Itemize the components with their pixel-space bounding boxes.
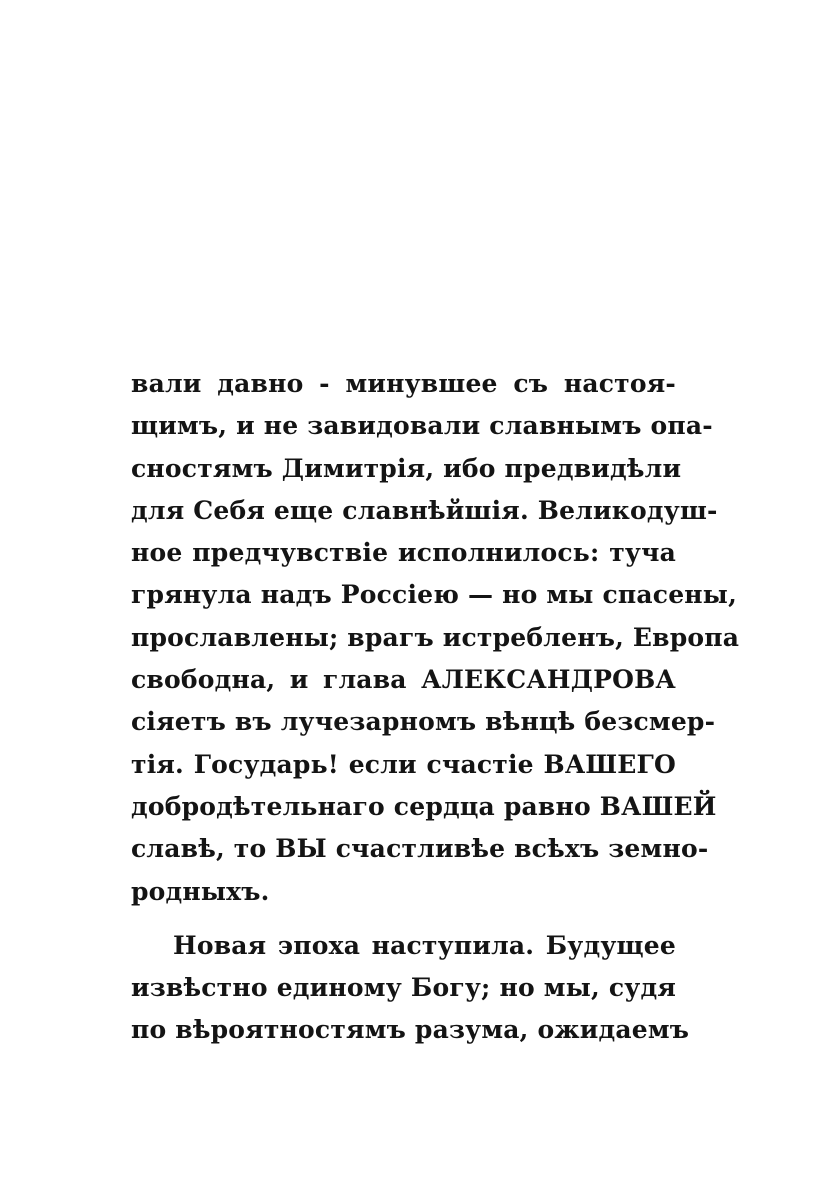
text-line: для Себя еще славнѣйшія. Великодуш- (131, 495, 718, 525)
text-line: добродѣтельнаго сердца равно ВАШЕЙ (131, 791, 717, 821)
text-line: свободна, и глава АЛЕКСАНДРОВА (131, 665, 676, 695)
text-line: Новая эпоха наступила. Будущее (173, 930, 676, 960)
text-line: извѣстно единому Богу; но мы, судя (131, 973, 676, 1003)
text-line: ное предчувствіе исполнилось: туча (131, 538, 676, 568)
text-line: тія. Государь! если счастіе ВАШЕГО (131, 749, 676, 779)
text-line: сіяетъ въ лучезарномъ вѣнцѣ безсмер- (131, 707, 716, 737)
paragraph-2 (131, 925, 690, 1052)
text-line: грянула надъ Россіею — но мы спасены, (131, 580, 737, 610)
text-line: славѣ, то ВЫ счастливѣе всѣхъ земно- (131, 834, 709, 864)
text-line: родныхъ. (131, 876, 270, 906)
text-line: сностямъ Димитрія, ибо предвидѣли (131, 453, 682, 483)
body-text (131, 363, 740, 1052)
text-line: прославлены; врагъ истребленъ, Европа (131, 622, 740, 652)
text-line: вали давно - минувшее съ настоя- (131, 369, 676, 398)
paragraph-gap (131, 913, 676, 925)
text-line: по вѣроятностямъ разума, ожидаемъ (131, 1015, 690, 1045)
text-line: щимъ, и не завидовали славнымъ опа- (131, 411, 713, 441)
paragraph-1 (131, 363, 740, 913)
